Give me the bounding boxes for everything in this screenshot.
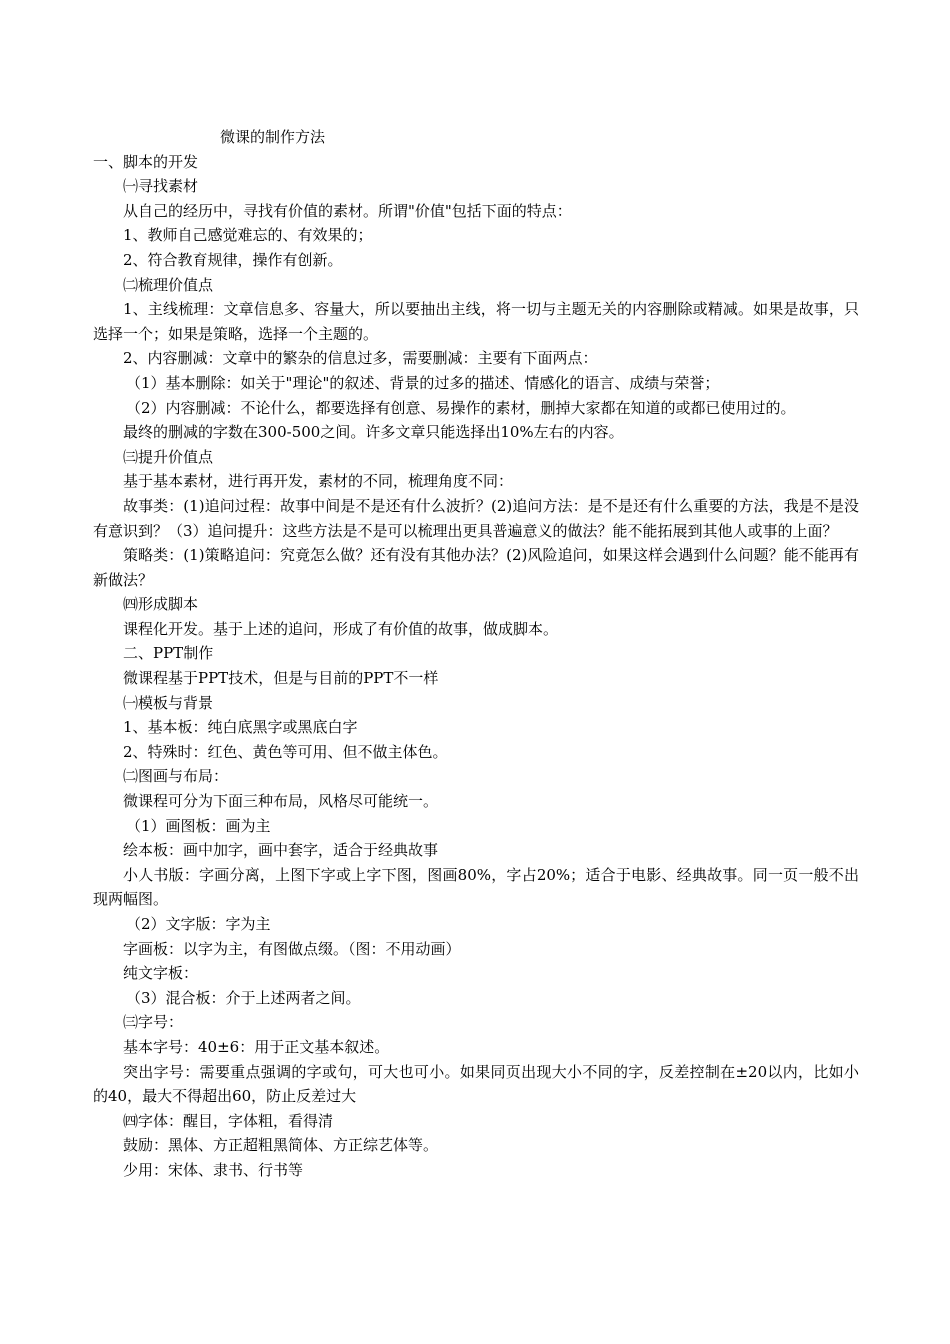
paragraph: 鼓励：黑体、方正超粗黑简体、方正综艺体等。 <box>123 1136 439 1155</box>
paragraph: 1、主线梳理：文章信息多、容量大，所以要抽出主线，将一切与主题无关的内容删除或精减。如果是故事，只选择一个；如果是策略，选择一个主题的。 <box>93 300 859 343</box>
paragraph: 字画板：以字为主，有图做点缀。（图：不用动画） <box>123 939 461 958</box>
section-heading-script-development: 一、脚本的开发 <box>93 152 199 171</box>
subheading-font-family: ㈣字体：醒目，字体粗，看得清 <box>123 1111 334 1130</box>
paragraph: 纯文字板： <box>123 964 199 983</box>
paragraph: 基于基本素材，进行再开发，素材的不同，梳理角度不同： <box>123 472 514 491</box>
list-item: 2、特殊时：红色、黄色等可用、但不做主体色。 <box>123 742 448 761</box>
document-title: 微课的制作方法 <box>220 128 326 146</box>
document-body <box>93 125 859 1183</box>
list-item: （1）基本删除：如关于"理论"的叙述、背景的过多的描述、情感化的语言、成绩与荣誉； <box>126 373 720 392</box>
subheading-picture-layout: ㈡图画与布局： <box>123 767 229 786</box>
subheading-sort-value-points: ㈡梳理价值点 <box>123 275 214 294</box>
paragraph: 策略类：(1)策略追问：究竟怎么做？还有没有其他办法？(2)风险追问，如果这样会遇到什么问题？能不能再有新做法？ <box>93 546 859 589</box>
list-item: （2）内容删减：不论什么，都要选择有创意、易操作的素材，删掉大家都在知道的或都已使用过的。 <box>126 398 796 417</box>
paragraph: 小人书版：字画分离，上图下字或上字下图，图画80%，字占20%；适合于电影、经典故事。同一页一般不出现两幅图。 <box>93 865 859 909</box>
paragraph: 微课程基于PPT技术，但是与目前的PPT不一样 <box>123 669 439 688</box>
paragraph: 绘本板：画中加字，画中套字，适合于经典故事 <box>123 841 439 860</box>
subheading-find-material: ㈠寻找素材 <box>123 177 199 196</box>
list-item: 1、教师自己感觉难忘的、有效果的； <box>123 226 373 245</box>
paragraph: 故事类：(1)追问过程：故事中间是不是还有什么波折？(2)追问方法：是不是还有什么重要的方法，我是不是没有意识到？（3）追问提升：这些方法是不是可以梳理出更具普遍意义的做法？能不能拓展到其他人或事的上面？ <box>93 496 859 540</box>
paragraph: 课程化开发。基于上述的追问，形成了有价值的故事，做成脚本。 <box>123 619 559 638</box>
paragraph: 基本字号：40±6：用于正文基本叙述。 <box>123 1037 390 1056</box>
paragraph: 2、内容删减：文章中的繁杂的信息过多，需要删减：主要有下面两点： <box>123 349 598 368</box>
paragraph: 少用：宋体、隶书、行书等 <box>123 1160 304 1179</box>
paragraph: 微课程可分为下面三种布局，风格尽可能统一。 <box>123 792 439 811</box>
paragraph: 最终的删减的字数在300-500之间。许多文章只能选择出10%左右的内容。 <box>123 423 624 442</box>
list-item: （2）文字版：字为主 <box>126 915 271 933</box>
list-item: 1、基本板：纯白底黑字或黑底白字 <box>123 718 358 737</box>
subheading-template-background: ㈠模板与背景 <box>123 693 214 712</box>
paragraph: 突出字号：需要重点强调的字或句，可大也可小。如果同页出现大小不同的字，反差控制在±20以内，比如小的40，最大不得超出60，防止反差过大 <box>93 1062 859 1106</box>
section-heading-ppt-production: 二、PPT制作 <box>123 644 214 663</box>
subheading-form-script: ㈣形成脚本 <box>123 595 199 614</box>
subheading-font-size: ㈢字号： <box>123 1013 184 1032</box>
list-item: （3）混合板：介于上述两者之间。 <box>126 988 361 1007</box>
paragraph: 从自己的经历中，寻找有价值的素材。所谓"价值"包括下面的特点： <box>123 201 572 220</box>
subheading-raise-value-points: ㈢提升价值点 <box>123 447 214 466</box>
list-item: 2、符合教育规律，操作有创新。 <box>123 250 343 269</box>
list-item: （1）画图板：画为主 <box>126 816 271 835</box>
